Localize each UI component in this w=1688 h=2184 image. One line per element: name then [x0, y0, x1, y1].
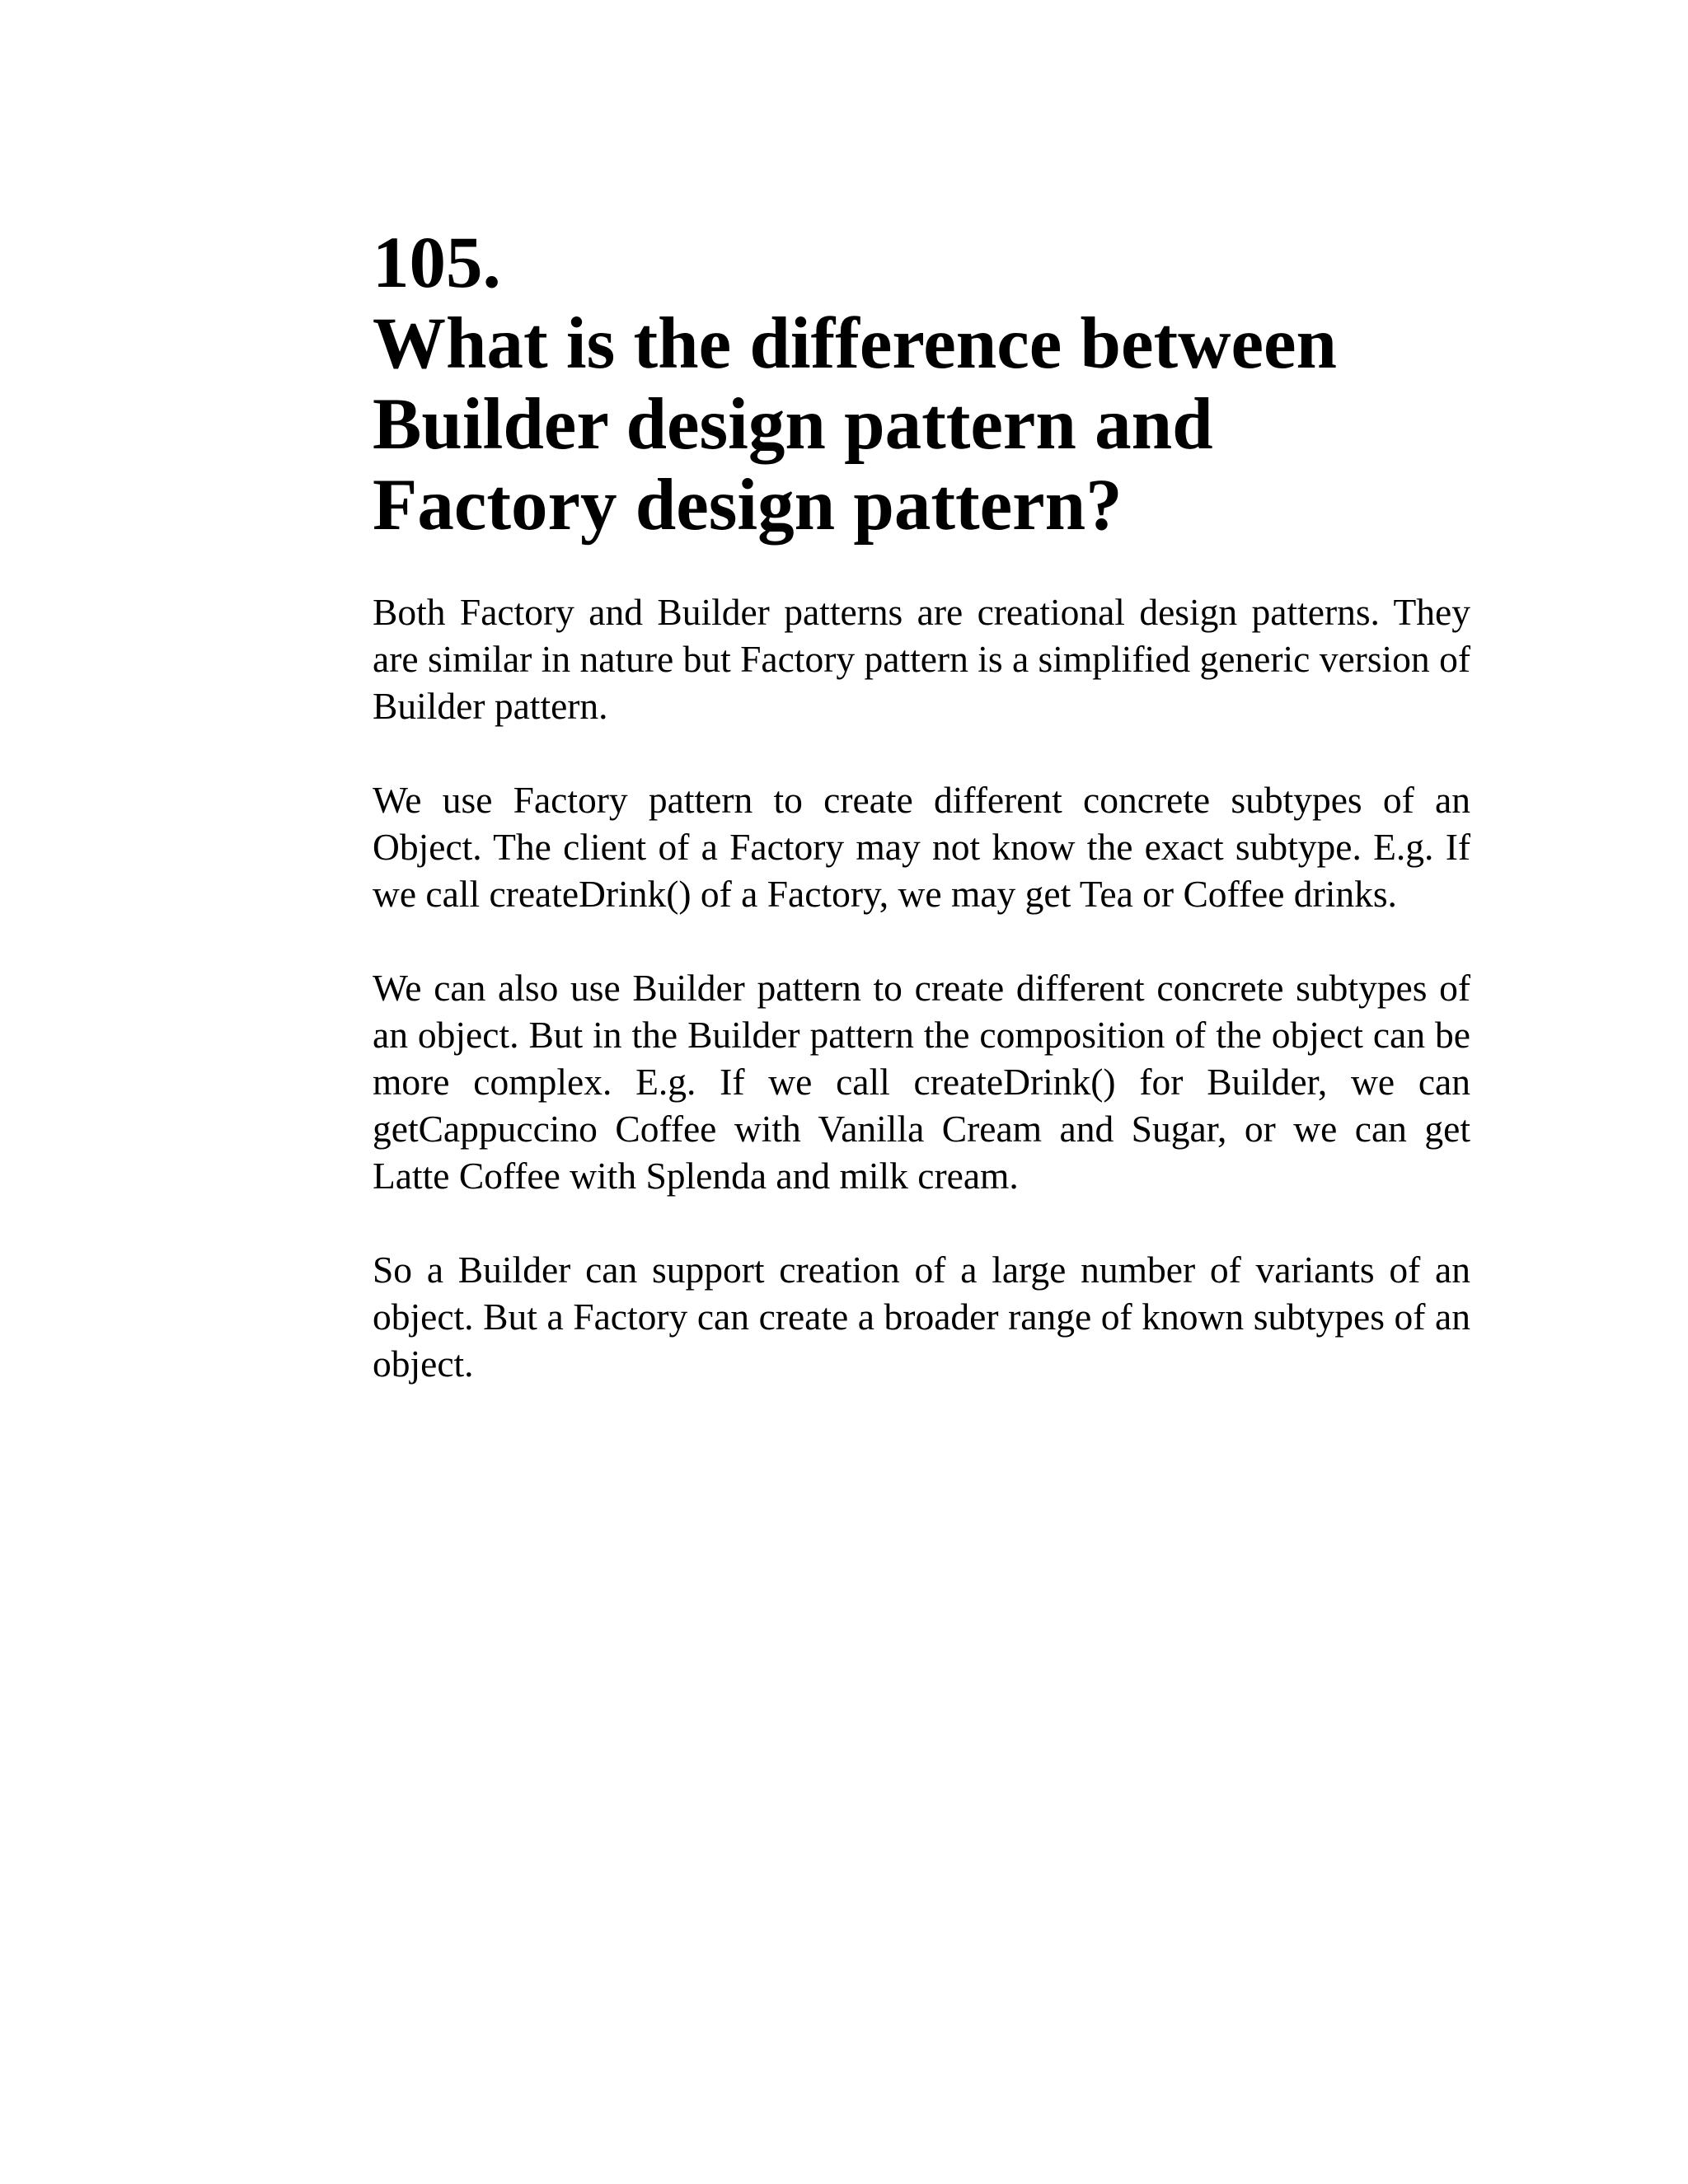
answer-paragraph-2: We use Factory pattern to create different concrete subtypes of an Object. The client of a Factory may not know the exact subtype. E.g. If we call createDrink() of a Factory, we may get Tea or Coffee drinks.: [373, 779, 1470, 915]
question-number: 105.: [373, 223, 501, 303]
document-content: [373, 223, 1470, 1387]
answer-paragraph-1: Both Factory and Builder patterns are creational design patterns. They are similar in nature but Factory pattern is a simplified generic version of Builder pattern.: [373, 591, 1470, 727]
question-heading: [373, 223, 1470, 546]
answer-paragraph-4: So a Builder can support creation of a large number of variants of an object. But a Factory can create a broader range of known subtypes of an object.: [373, 1249, 1470, 1385]
question-title: What is the difference between Builder design pattern and Factory design pattern?: [373, 303, 1337, 546]
answer-paragraph-3: We can also use Builder pattern to create different concrete subtypes of an object. But in the Builder pattern the composition of the object can be more complex. E.g. If we call createDrink() for Builder, we can getCappuccino Coffee with Vanilla Cream and Sugar, or we can get Latte Coffee with Splenda and milk cream.: [373, 967, 1470, 1197]
